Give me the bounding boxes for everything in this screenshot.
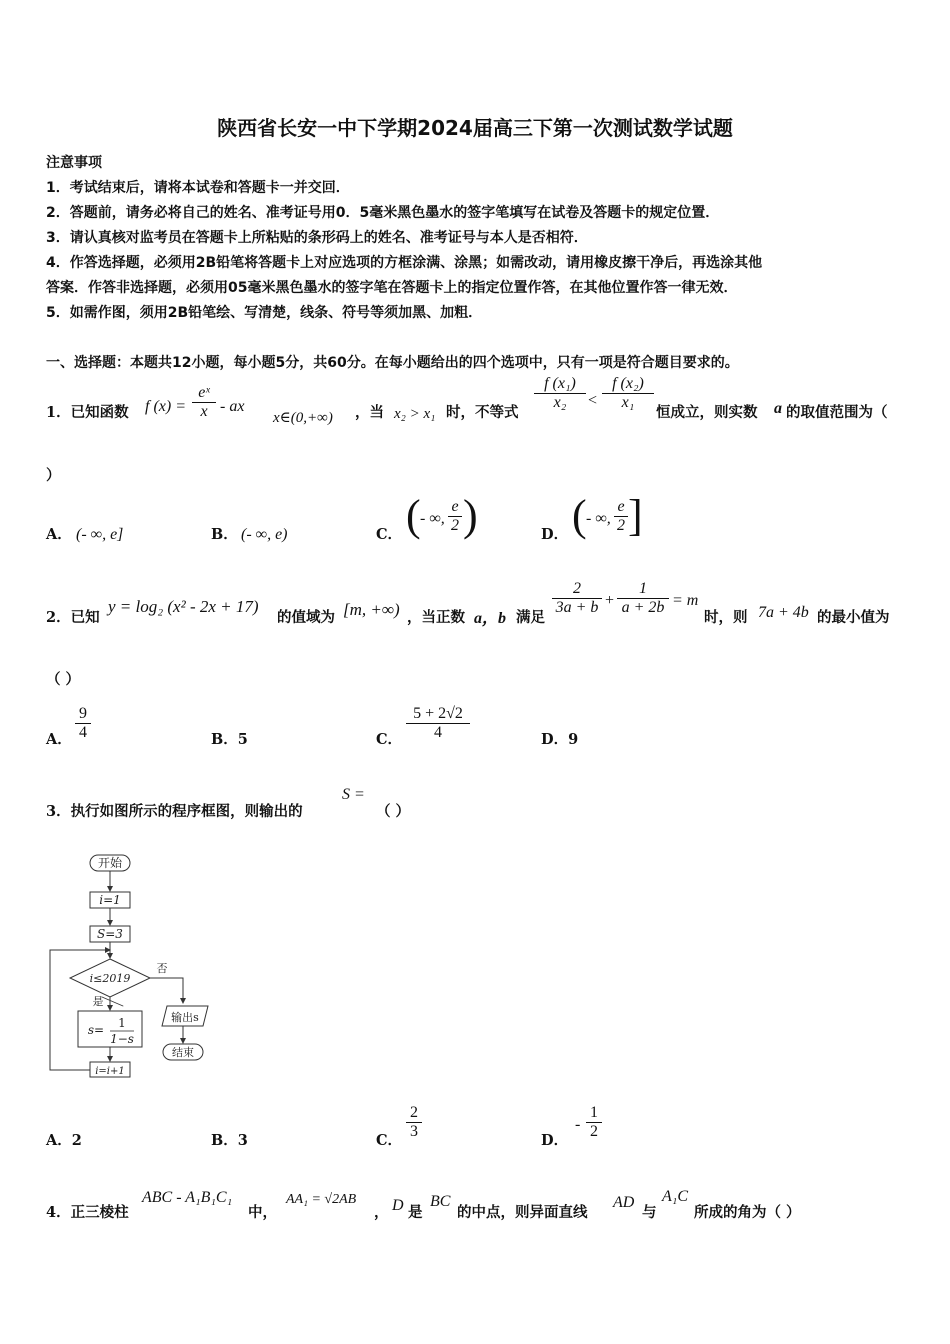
notice-item-2: 2．答题前，请务必将自己的姓名、准考证号用0．5毫米黑色墨水的签字笔填写在试卷及答题卡的规定位置． [46,205,720,221]
flow-start: 开始 [97,856,123,870]
q3-option-d-fraction [586,1104,602,1141]
q1-cond: x₂ > x₁ [394,406,436,422]
q1-ineq-right [602,375,654,412]
q2-text2: ，当正数 [407,609,465,626]
q2-option-a-den: 4 [79,724,87,741]
flow-output: 输出s [171,1011,199,1024]
q4-ad: AD [613,1194,635,1211]
q2-option-a-label: A． [46,731,72,748]
q1-ineq-right-den: x₁ [621,394,635,411]
q1-func-num: eˣ [192,384,216,403]
q4-t6: 所成的角为（ ） [694,1204,801,1221]
q1-ineq-left-num: f (x₁) [534,375,586,394]
section-heading: 一、选择题：本题共12小题，每小题5分，共60分。在每小题给出的四个选项中，只有一项是符合题目要求的。 [46,355,739,371]
q3-text: 3．执行如图所示的程序框图，则输出的 [46,803,303,820]
flow-update-num: 1 [118,1016,126,1030]
q3-option-d-den: 2 [590,1123,598,1140]
q3-option-c-fraction [406,1104,422,1141]
q1-option-a: (- ∞, e] [76,526,124,543]
q1-func-lhs: f (x) = [145,398,186,415]
q1-func-den: x [200,403,208,420]
q3-option-d-sign: - [575,1116,581,1133]
q1-option-c-lparen: ( [406,491,421,540]
flow-end: 结束 [172,1046,194,1059]
q2-option-a-fraction [75,705,91,742]
q1-lt: < [588,392,598,409]
q1-option-d-num: e [614,498,628,517]
q3-option-c-label: C． [376,1132,403,1149]
q2-text1: 的值域为 [277,609,335,626]
q1-option-c-num: e [448,498,462,517]
q3-s: S = [342,786,365,803]
q3-option-b: B．3 [211,1132,248,1149]
flow-init-s: S=3 [97,927,123,941]
q2-range: [m, +∞) [343,600,400,619]
q2-func: y = log₂ (x² - 2x + 17) [108,597,259,616]
flow-no: 否 [156,962,168,975]
q1-option-a-label: A． [46,526,72,543]
q3-option-c-num: 2 [406,1104,422,1123]
q2-text4: 时，则 [704,609,748,626]
flow-cond: i≤2019 [89,972,131,985]
q1-prefix: 1．已知函数 [46,404,129,421]
q4-t4: 的中点，则异面直线 [457,1204,588,1221]
q3-option-c-den: 3 [410,1123,418,1140]
q4-prefix: 4．正三棱柱 [46,1204,129,1221]
page-title: 陕西省长安一中下学期2024届高三下第一次测试数学试题 [217,116,733,140]
q4-t3: 是 [408,1204,423,1221]
flow-init-i: i=1 [99,893,121,907]
q1-text4: 的取值范围为（ [786,404,888,421]
q2-option-b: B．5 [211,731,248,748]
q1-option-d-rbracket: ] [628,491,643,540]
q3-paren: （ ） [376,803,411,820]
q4-t2: ， [374,1204,389,1221]
flow-update-lhs: s= [87,1023,105,1037]
q1-var: a [774,400,782,417]
q1-text3: 恒成立，则实数 [656,404,758,421]
flow-yes: 是 [92,995,104,1008]
q1-option-b-label: B． [211,526,238,543]
notice-item-4: 4．作答选择题，必须用2B铅笔将答题卡上对应选项的方框涂满、涂黑；如需改动，请用橡皮擦干净后，再选涂其他 [46,255,763,271]
q1-func-tail: - ax [220,398,245,415]
q1-mid: ，当 [355,404,384,421]
q2-option-a-num: 9 [75,705,91,724]
q3-option-d-label: D． [541,1132,569,1149]
q2-vars: a，b [474,610,507,627]
q2-paren: （ ） [46,671,81,688]
q1-option-c-pre: - ∞, [420,510,445,527]
q1-option-d-lparen: ( [572,491,587,540]
q1-ineq-right-num: f (x₂) [602,375,654,394]
q1-ineq-left [534,375,586,412]
notice-heading: 注意事项 [46,155,102,171]
q1-close: ） [46,467,61,484]
q4-t1: 中， [248,1204,277,1221]
q2-option-c-den: 4 [434,724,442,741]
q1-option-d-den: 2 [617,517,625,534]
q2-fraction-1-num: 2 [552,580,602,599]
q1-ineq-left-den: x₂ [553,394,567,411]
q2-fraction-2-num: 1 [617,580,669,599]
q1-domain: x∈(0,+∞) [273,410,333,426]
q2-eq: = m [672,592,699,609]
q2-text3: 满足 [516,609,545,626]
q2-fraction-2-den: a + 2b [621,599,665,616]
q2-fraction-2 [617,580,669,617]
q2-fraction-1 [552,580,602,617]
notice-item-5: 5．如需作图，须用2B铅笔绘、写清楚，线条、符号等须加黑、加粗． [46,305,483,321]
q2-option-c-fraction [406,705,470,742]
q4-prism: ABC - A₁B₁C₁ [142,1189,233,1206]
q2-fraction-1-den: 3a + b [555,599,599,616]
q2-option-c-label: C． [376,731,403,748]
q1-option-d-label: D． [541,526,569,543]
q2-option-d: D．9 [541,731,579,748]
notice-item-3: 3．请认真核对监考员在答题卡上所粘贴的条形码上的姓名、准考证号与本人是否相符． [46,230,588,246]
q2-option-c-num: 5 + 2√2 [406,705,470,724]
q1-option-c-fraction [448,498,462,535]
q3-flowchart [40,846,220,1086]
q1-option-c-rparen: ) [463,491,478,540]
q1-option-c-den: 2 [451,517,459,534]
q2-text5: 的最小值为 [817,609,890,626]
q1-option-d-fraction [614,498,628,535]
q2-expr: 7a + 4b [758,604,809,621]
q1-option-d-pre: - ∞, [586,510,611,527]
q1-option-b: (- ∞, e) [241,526,288,543]
flow-inc: i=i+1 [95,1066,125,1077]
q4-cond: AA₁ = √2AB [286,1192,357,1207]
notice-item-4-cont: 答案．作答非选择题，必须用05毫米黑色墨水的签字笔在答题卡上的指定位置作答，在其他位置作答一律无效． [46,280,738,296]
q2-plus: + [605,592,615,609]
q4-bc: BC [430,1193,451,1210]
q3-option-d-num: 1 [586,1104,602,1123]
q1-option-c-label: C． [376,526,403,543]
q3-option-a: A．2 [46,1132,82,1149]
q1-func-fraction [192,384,216,421]
notice-item-1: 1．考试结束后，请将本试卷和答题卡一并交回． [46,180,350,196]
q4-d: D [392,1197,404,1214]
q4-a1c: A₁C [662,1188,689,1205]
q4-t5: 与 [642,1204,657,1221]
q1-text2: 时，不等式 [446,404,519,421]
q2-prefix: 2．已知 [46,609,100,626]
flow-update-den: 1−s [110,1032,134,1046]
